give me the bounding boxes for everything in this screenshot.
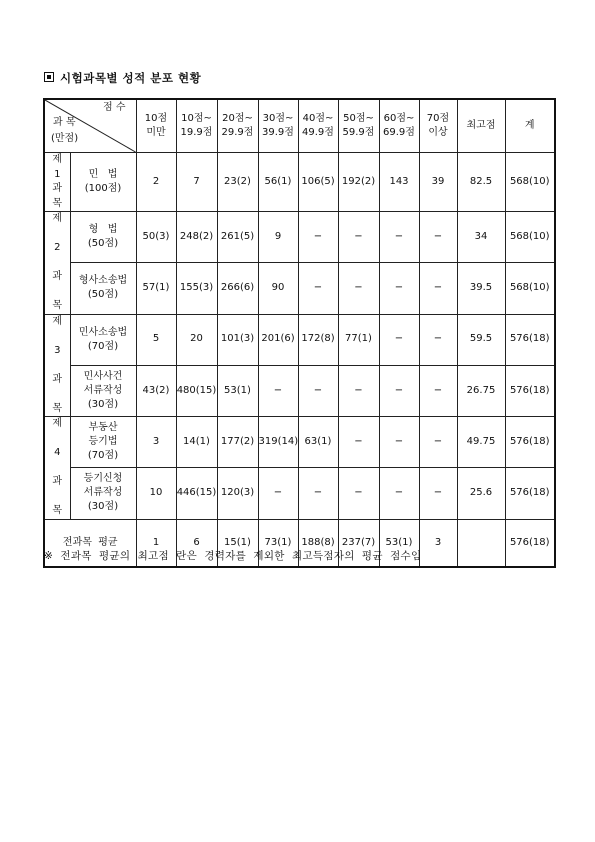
count-cell: 57(1) [136, 263, 176, 314]
max-score-cell: 39.5 [457, 263, 505, 314]
subject-cell: 민사사건 서류작성 (30점) [70, 365, 136, 416]
subject-group-cell: 제 3 과 목 [44, 314, 70, 417]
count-cell: − [379, 468, 419, 519]
range-header: 70점 이상 [419, 99, 457, 153]
subject-cell: 형사소송법 (50점) [70, 263, 136, 314]
subject-cell: 부동산 등기법 (70점) [70, 417, 136, 468]
count-cell: 446(15) [176, 468, 217, 519]
count-cell: 188(8) [298, 519, 338, 567]
max-score-cell [457, 519, 505, 567]
range-header: 40점~ 49.9점 [298, 99, 338, 153]
square-bullet-icon [44, 72, 54, 82]
count-cell: 266(6) [217, 263, 258, 314]
count-cell: 2 [136, 153, 176, 212]
count-cell: 56(1) [258, 153, 298, 212]
total-cell: 568(10) [505, 153, 555, 212]
max-score-cell: 34 [457, 212, 505, 263]
max-score-cell: 59.5 [457, 314, 505, 365]
count-cell: 155(3) [176, 263, 217, 314]
count-cell: − [338, 263, 379, 314]
count-cell: 73(1) [258, 519, 298, 567]
range-header: 60점~ 69.9점 [379, 99, 419, 153]
max-score-cell: 82.5 [457, 153, 505, 212]
total-cell: 576(18) [505, 519, 555, 567]
max-score-header: 최고점 [457, 99, 505, 153]
count-cell: 7 [176, 153, 217, 212]
section-title-text: 시험과목별 성적 분포 현황 [60, 71, 202, 85]
table-row [44, 468, 555, 519]
max-score-cell: 49.75 [457, 417, 505, 468]
count-cell: 5 [136, 314, 176, 365]
range-header: 30점~ 39.9점 [258, 99, 298, 153]
subject-cell: 민사소송법 (70점) [70, 314, 136, 365]
count-cell: − [298, 263, 338, 314]
subject-group-cell: 제 2 과 목 [44, 212, 70, 315]
subject-cell: 민 법 (100점) [70, 153, 136, 212]
count-cell: 172(8) [298, 314, 338, 365]
count-cell: 480(15) [176, 365, 217, 416]
count-cell: 201(6) [258, 314, 298, 365]
count-cell: 77(1) [338, 314, 379, 365]
count-cell: 319(14) [258, 417, 298, 468]
corner-header-cell [44, 99, 136, 153]
count-cell: 90 [258, 263, 298, 314]
count-cell: 106(5) [298, 153, 338, 212]
count-cell: 43(2) [136, 365, 176, 416]
count-cell: − [379, 365, 419, 416]
corner-score-label: 점 수 [103, 102, 126, 113]
count-cell: 248(2) [176, 212, 217, 263]
count-cell: 101(3) [217, 314, 258, 365]
count-cell: − [338, 417, 379, 468]
range-header: 10점 미만 [136, 99, 176, 153]
count-cell: 1 [136, 519, 176, 567]
table-row [44, 263, 555, 314]
count-cell: 53(1) [217, 365, 258, 416]
score-distribution-table [43, 98, 556, 568]
count-cell: 14(1) [176, 417, 217, 468]
count-cell: − [338, 212, 379, 263]
total-cell: 576(18) [505, 417, 555, 468]
range-header: 50점~ 59.9점 [338, 99, 379, 153]
table-body [44, 153, 555, 568]
count-cell: − [298, 365, 338, 416]
max-score-cell: 26.75 [457, 365, 505, 416]
count-cell: − [298, 468, 338, 519]
count-cell: 20 [176, 314, 217, 365]
subject-cell: 형 법 (50점) [70, 212, 136, 263]
table-row [44, 212, 555, 263]
range-header: 10점~ 19.9점 [176, 99, 217, 153]
count-cell: − [419, 314, 457, 365]
count-cell: 10 [136, 468, 176, 519]
count-cell: − [419, 365, 457, 416]
count-cell: 143 [379, 153, 419, 212]
count-cell: 120(3) [217, 468, 258, 519]
table-row [44, 314, 555, 365]
total-header: 계 [505, 99, 555, 153]
count-cell: − [379, 212, 419, 263]
count-cell: − [379, 314, 419, 365]
count-cell: 3 [419, 519, 457, 567]
max-score-cell: 25.6 [457, 468, 505, 519]
count-cell: − [419, 468, 457, 519]
count-cell: − [258, 468, 298, 519]
table-row [44, 417, 555, 468]
total-cell: 576(18) [505, 365, 555, 416]
table-row [44, 365, 555, 416]
corner-fullmark-label: (만점) [51, 133, 79, 144]
count-cell: 50(3) [136, 212, 176, 263]
section-title [44, 70, 201, 86]
count-cell: 23(2) [217, 153, 258, 212]
count-cell: 53(1) [379, 519, 419, 567]
range-header: 20점~ 29.9점 [217, 99, 258, 153]
header-row [44, 99, 555, 153]
count-cell: 39 [419, 153, 457, 212]
count-cell: 15(1) [217, 519, 258, 567]
total-cell: 568(10) [505, 263, 555, 314]
table-row [44, 153, 555, 212]
count-cell: − [419, 212, 457, 263]
count-cell: − [419, 417, 457, 468]
count-cell: − [379, 417, 419, 468]
count-cell: − [298, 212, 338, 263]
subject-group-cell: 제 4 과 목 [44, 417, 70, 520]
total-cell: 576(18) [505, 468, 555, 519]
count-cell: − [338, 468, 379, 519]
count-cell: − [258, 365, 298, 416]
count-cell: 261(5) [217, 212, 258, 263]
subject-cell: 등기신청 서류작성 (30점) [70, 468, 136, 519]
count-cell: 63(1) [298, 417, 338, 468]
count-cell: 3 [136, 417, 176, 468]
count-cell: − [379, 263, 419, 314]
count-cell: 9 [258, 212, 298, 263]
subject-group-cell: 제 1 과 목 [44, 153, 70, 212]
average-label: 전과목 평균 [44, 519, 136, 567]
count-cell: 177(2) [217, 417, 258, 468]
count-cell: 192(2) [338, 153, 379, 212]
total-cell: 576(18) [505, 314, 555, 365]
count-cell: 237(7) [338, 519, 379, 567]
footnote: ※ 전과목 평균의 최고점 란은 경력자를 제외한 최고득점자의 평균 점수임 [44, 550, 422, 562]
count-cell: 6 [176, 519, 217, 567]
count-cell: − [419, 263, 457, 314]
total-cell: 568(10) [505, 212, 555, 263]
count-cell: − [338, 365, 379, 416]
corner-subject-label: 과 목 [53, 117, 76, 128]
